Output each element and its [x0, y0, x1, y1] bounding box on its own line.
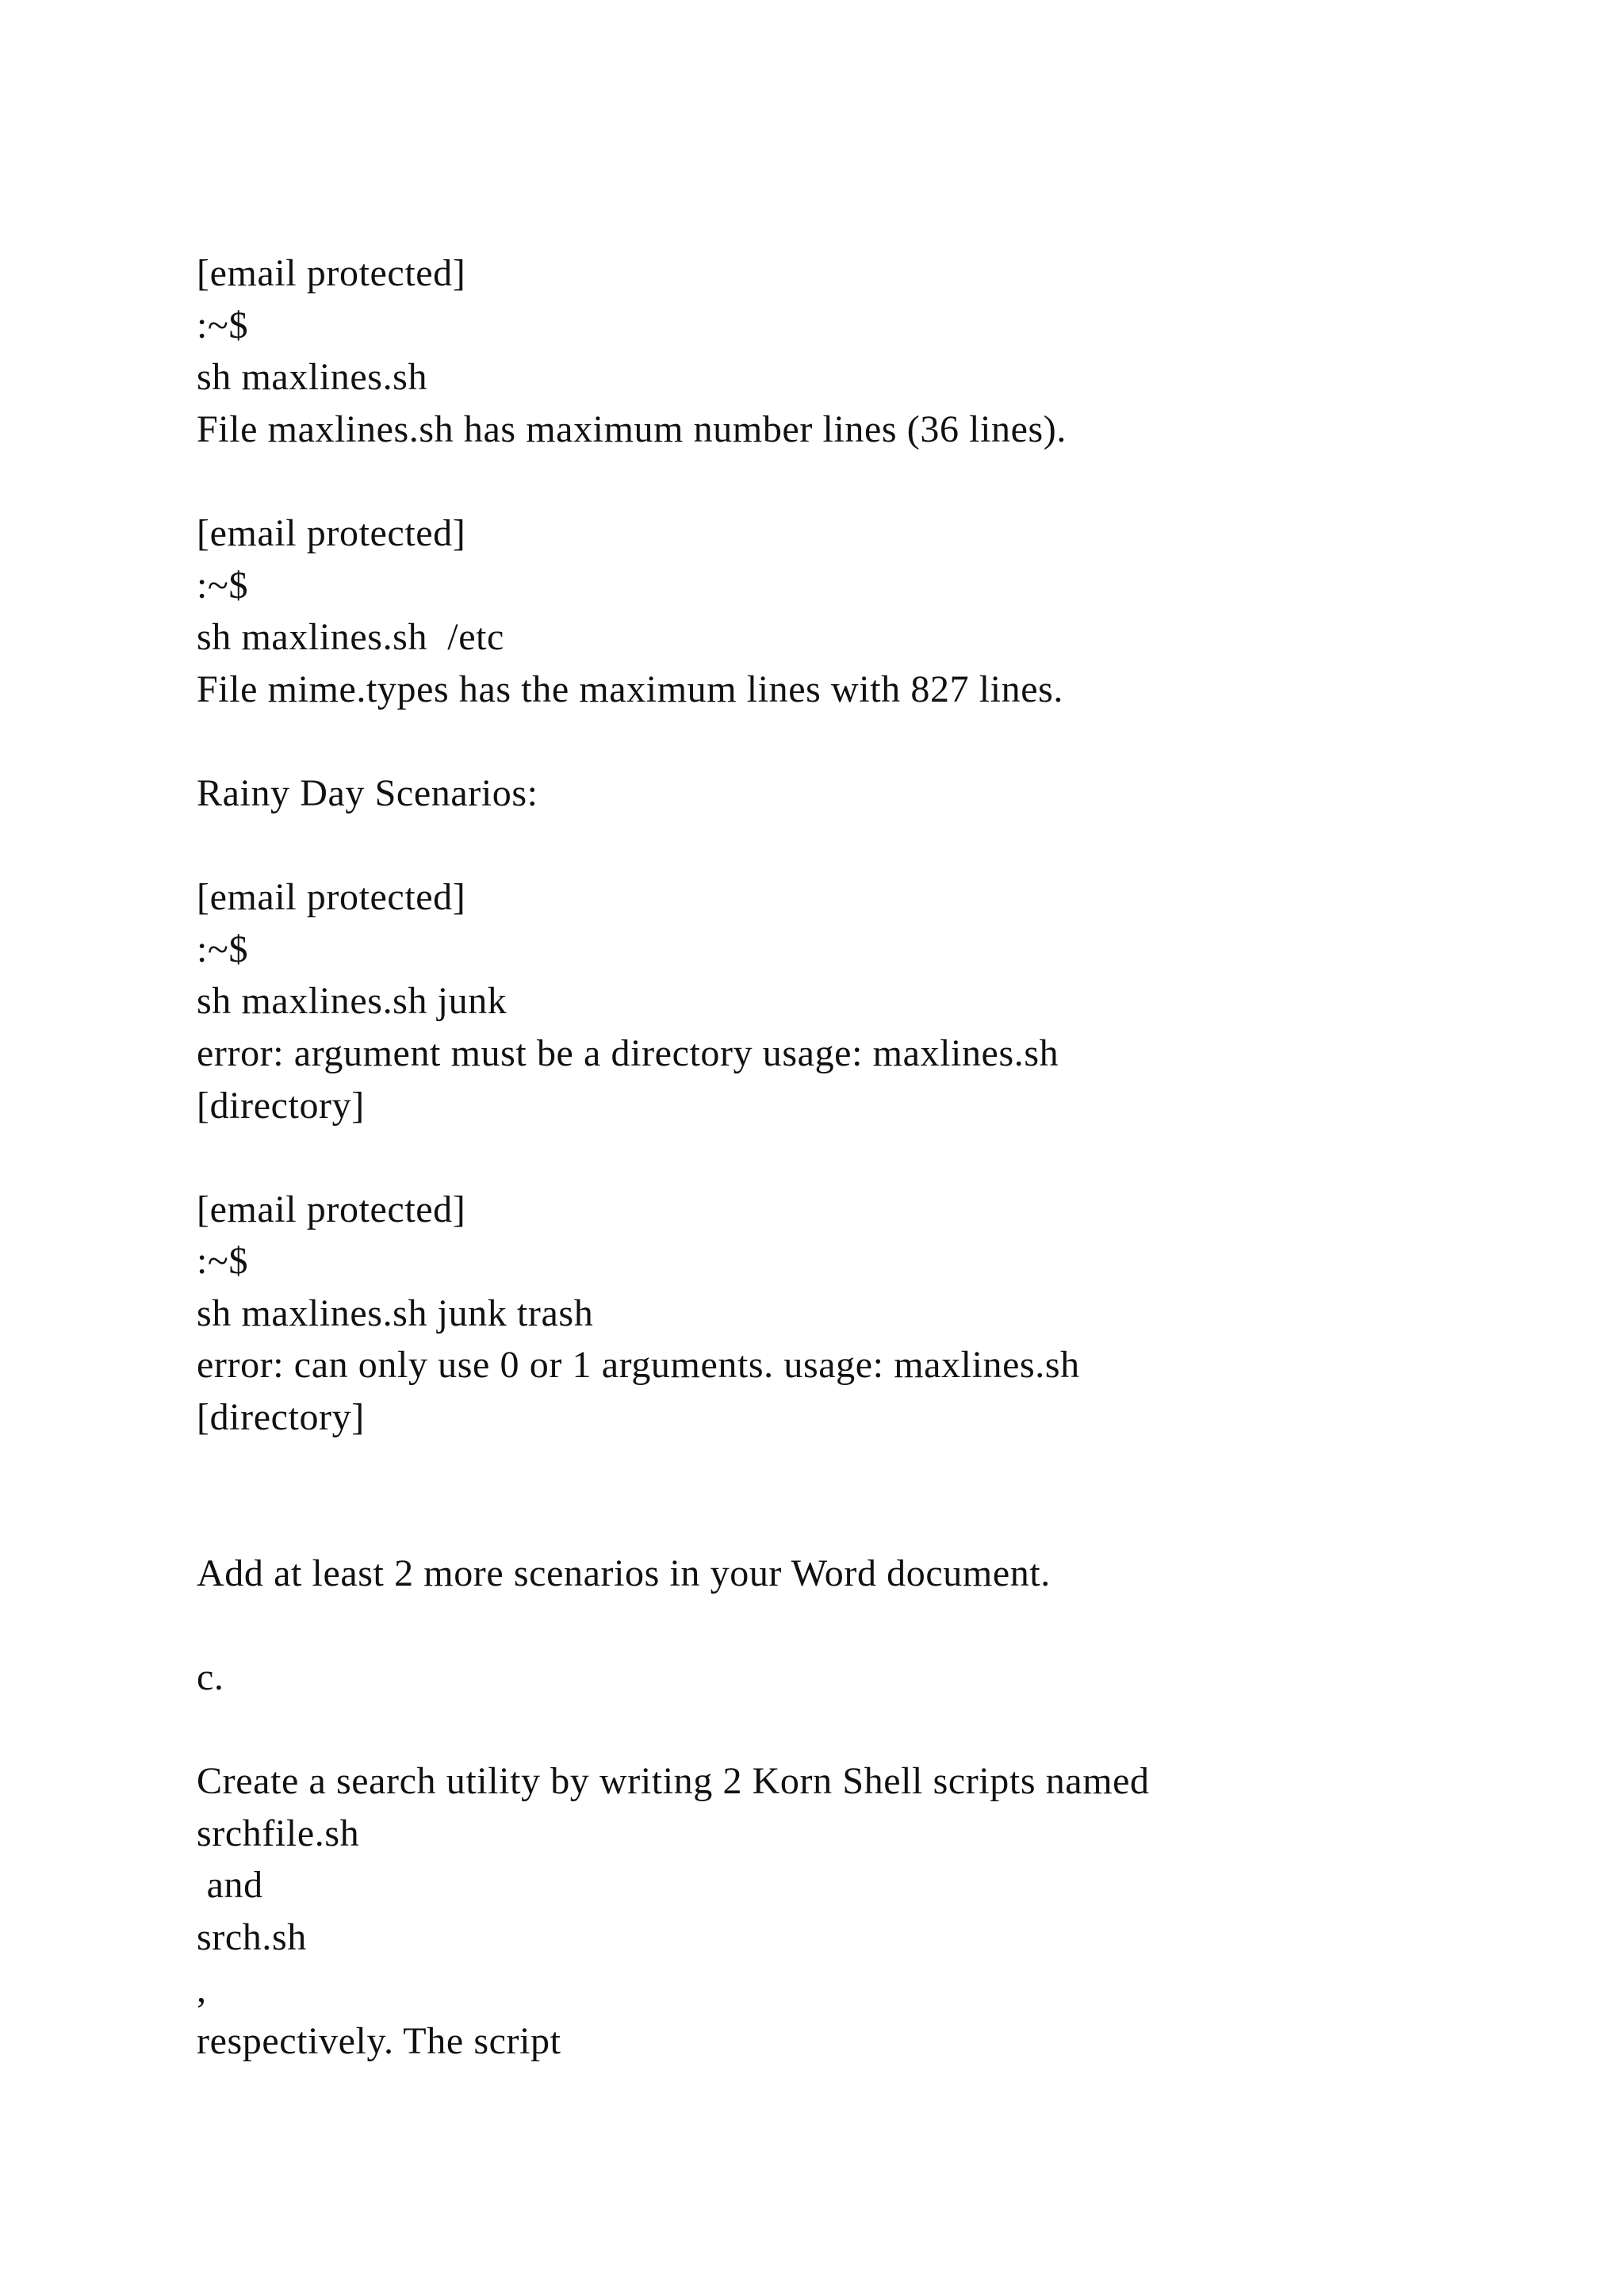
error-output-4-cont: [directory] — [197, 1396, 365, 1439]
command-1: sh maxlines.sh — [197, 356, 428, 399]
output-2: File mime.types has the maximum lines with 827 lines. — [197, 668, 1064, 710]
document-body — [197, 247, 1505, 2068]
output-1: File maxlines.sh has maximum number lines (36 lines). — [197, 408, 1067, 450]
blank-line — [197, 1131, 1505, 1184]
error-output-3-cont: [directory] — [197, 1084, 365, 1127]
section-heading-rainy-day: Rainy Day Scenarios: — [197, 771, 538, 814]
instruction-continuation: respectively. The script — [197, 2020, 561, 2063]
prompt-user-2: [email protected] — [197, 511, 466, 554]
conjunction-and: and — [197, 1864, 263, 1907]
prompt-symbol-2: :~$ — [197, 564, 249, 607]
error-output-4: error: can only use 0 or 1 arguments. usage: maxlines.sh — [197, 1344, 1080, 1387]
prompt-symbol-3: :~$ — [197, 928, 249, 970]
blank-line — [197, 715, 1505, 767]
instruction-add-scenarios: Add at least 2 more scenarios in your Word document. — [197, 1552, 1051, 1594]
blank-line — [197, 1495, 1505, 1548]
blank-line — [197, 820, 1505, 872]
error-output-3: error: argument must be a directory usage: maxlines.sh — [197, 1031, 1059, 1074]
command-4: sh maxlines.sh junk trash — [197, 1292, 594, 1334]
blank-line — [197, 455, 1505, 507]
prompt-user-1: [email protected] — [197, 252, 466, 294]
prompt-symbol-4: :~$ — [197, 1240, 249, 1283]
punctuation-comma: , — [197, 1968, 207, 2011]
command-2: sh maxlines.sh /etc — [197, 616, 504, 659]
command-3: sh maxlines.sh junk — [197, 980, 508, 1023]
blank-line — [197, 1704, 1505, 1756]
list-marker-c: c. — [197, 1656, 224, 1699]
blank-line — [197, 1444, 1505, 1496]
script-name-srchfile: srchfile.sh — [197, 1812, 360, 1854]
prompt-symbol-1: :~$ — [197, 304, 249, 346]
blank-line — [197, 1599, 1505, 1651]
prompt-user-3: [email protected] — [197, 876, 466, 919]
instruction-search-utility: Create a search utility by writing 2 Korn Shell scripts named — [197, 1760, 1150, 1803]
script-name-srch: srch.sh — [197, 1916, 307, 1958]
prompt-user-4: [email protected] — [197, 1188, 466, 1230]
